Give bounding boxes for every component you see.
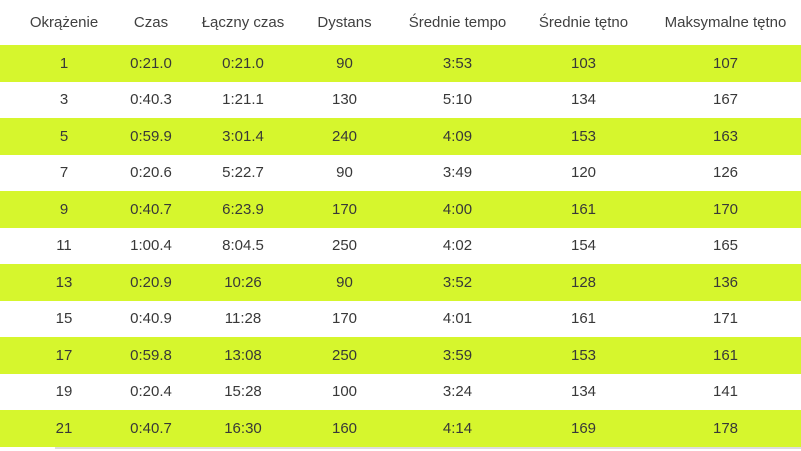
column-header-distance: Dystans (317, 14, 372, 31)
cell-time: 0:20.4 (130, 383, 172, 401)
cell-distance: 170 (331, 310, 358, 328)
cell-max-hr: 161 (650, 337, 801, 374)
cell-distance: 160 (291, 410, 398, 447)
cell-time: 0:20.6 (130, 164, 172, 182)
laps-table-header (0, 0, 801, 45)
cell-avg-hr: 134 (570, 91, 597, 109)
cell-avg-pace: 4:01 (442, 310, 473, 328)
cell-cumulative-time: 5:22.7 (222, 164, 264, 182)
cell-lap: 13 (0, 264, 107, 301)
column-header-lap: Okrążenie (29, 14, 99, 31)
cell-lap: 19 (55, 383, 73, 401)
bottom-partial-bar (55, 447, 801, 449)
cell-distance: 100 (331, 383, 358, 401)
cell-cumulative-time: 0:21.0 (195, 45, 291, 82)
cell-cumulative-time: 13:08 (195, 337, 291, 374)
header-row (0, 0, 801, 45)
cell-avg-hr: 120 (570, 164, 597, 182)
cell-distance: 250 (331, 237, 358, 255)
cell-max-hr: 165 (712, 237, 739, 255)
cell-avg-hr: 128 (517, 264, 650, 301)
cell-lap: 7 (59, 164, 69, 182)
cell-cumulative-time: 6:23.9 (195, 191, 291, 228)
cell-avg-pace: 3:52 (398, 264, 517, 301)
cell-lap: 9 (0, 191, 107, 228)
table-row (0, 82, 801, 119)
cell-avg-pace: 4:14 (398, 410, 517, 447)
cell-avg-hr: 161 (570, 310, 597, 328)
cell-lap: 1 (0, 45, 107, 82)
column-header-avg-hr: Średnie tętno (538, 14, 629, 31)
column-header-time: Czas (133, 14, 169, 31)
column-header-avg-pace: Średnie tempo (408, 14, 507, 31)
cell-distance: 90 (291, 45, 398, 82)
table-row (0, 301, 801, 338)
cell-avg-hr: 161 (517, 191, 650, 228)
cell-time: 0:40.7 (107, 410, 195, 447)
cell-max-hr: 126 (712, 164, 739, 182)
cell-max-hr: 178 (650, 410, 801, 447)
cell-cumulative-time: 8:04.5 (222, 237, 264, 255)
table-row (0, 228, 801, 265)
table-row (0, 410, 801, 447)
cell-lap: 5 (0, 118, 107, 155)
cell-time: 1:00.4 (130, 237, 172, 255)
cell-distance: 250 (291, 337, 398, 374)
cell-cumulative-time: 10:26 (195, 264, 291, 301)
cell-lap: 21 (0, 410, 107, 447)
cell-avg-pace: 5:10 (442, 91, 473, 109)
cell-distance: 170 (291, 191, 398, 228)
cell-avg-pace: 4:09 (398, 118, 517, 155)
cell-distance: 90 (336, 164, 353, 182)
cell-time: 0:59.9 (107, 118, 195, 155)
cell-max-hr: 167 (712, 91, 739, 109)
cell-max-hr: 136 (650, 264, 801, 301)
cell-lap: 17 (0, 337, 107, 374)
cell-avg-pace: 3:59 (398, 337, 517, 374)
cell-avg-hr: 154 (570, 237, 597, 255)
table-row (0, 337, 801, 374)
cell-avg-hr: 153 (517, 337, 650, 374)
cell-time: 0:40.7 (107, 191, 195, 228)
cell-time: 0:40.9 (130, 310, 172, 328)
table-row (0, 374, 801, 411)
cell-cumulative-time: 16:30 (195, 410, 291, 447)
cell-avg-pace: 4:00 (398, 191, 517, 228)
cell-lap: 11 (56, 237, 72, 255)
laps-table-body (0, 45, 801, 447)
cell-lap: 3 (59, 91, 69, 109)
cell-time: 0:59.8 (107, 337, 195, 374)
cell-time: 0:20.9 (107, 264, 195, 301)
cell-avg-hr: 134 (570, 383, 597, 401)
cell-avg-pace: 3:49 (442, 164, 473, 182)
cell-distance: 240 (291, 118, 398, 155)
cell-avg-hr: 103 (517, 45, 650, 82)
column-header-max-hr: Maksymalne tętno (664, 14, 787, 31)
cell-avg-pace: 3:24 (442, 383, 473, 401)
cell-max-hr: 141 (712, 383, 739, 401)
table-row (0, 191, 801, 228)
cell-lap: 15 (55, 310, 73, 328)
cell-max-hr: 163 (650, 118, 801, 155)
table-row (0, 118, 801, 155)
cell-avg-pace: 4:02 (442, 237, 473, 255)
cell-time: 0:21.0 (107, 45, 195, 82)
table-row (0, 45, 801, 82)
cell-cumulative-time: 11:28 (224, 310, 262, 328)
cell-cumulative-time: 1:21.1 (222, 91, 264, 109)
cell-max-hr: 107 (650, 45, 801, 82)
cell-max-hr: 170 (650, 191, 801, 228)
table-row (0, 155, 801, 192)
cell-avg-pace: 3:53 (398, 45, 517, 82)
column-header-cumulative-time: Łączny czas (201, 14, 285, 31)
cell-cumulative-time: 15:28 (224, 383, 262, 401)
cell-distance: 130 (331, 91, 358, 109)
cell-max-hr: 171 (712, 310, 739, 328)
cell-distance: 90 (291, 264, 398, 301)
cell-cumulative-time: 3:01.4 (195, 118, 291, 155)
cell-time: 0:40.3 (130, 91, 172, 109)
cell-avg-hr: 153 (517, 118, 650, 155)
cell-avg-hr: 169 (517, 410, 650, 447)
table-row (0, 264, 801, 301)
